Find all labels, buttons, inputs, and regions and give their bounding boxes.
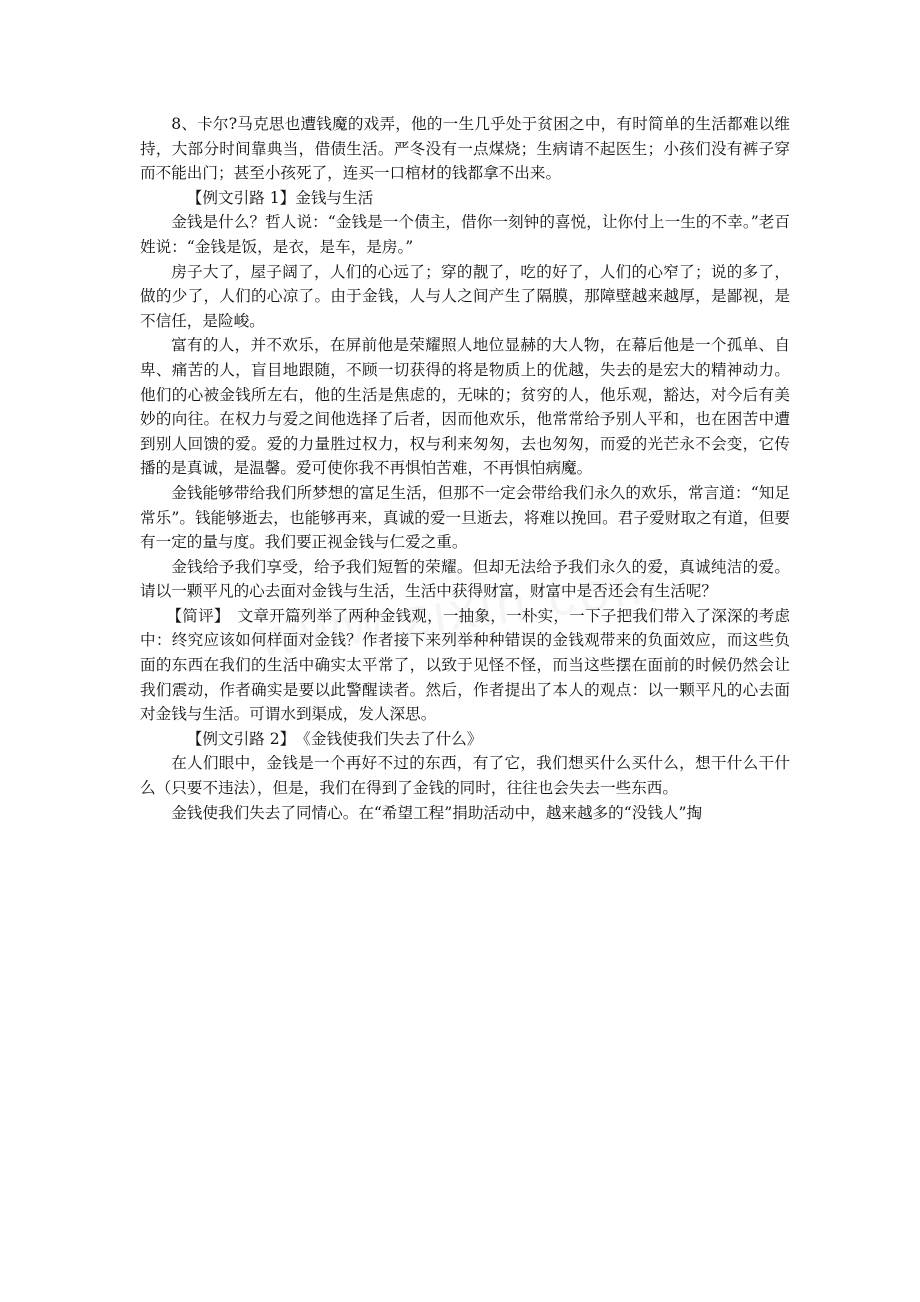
paragraph-happiness: 金钱能够带给我们所梦想的富足生活，但那不一定会带给我们永久的欢乐，常言道：“知足常乐”。钱能够逝去，也能够再来，真诚的爱一旦逝去，将难以挽回。君子爱财取之有道，但要有一定的量与度。我们要正视金钱与仁爱之重。: [140, 483, 790, 552]
paragraph-marx: 8、卡尔?马克思也遭钱魔的戏弄，他的一生几乎处于贫困之中，有时简单的生活都难以维持，大部分时间靠典当，借债生活。严冬没有一点煤烧；生病请不起医生；小孩们没有裤子穿而不能出门；甚至小孩死了，连买一口棺材的钱都拿不出来。: [140, 115, 790, 183]
example-heading-2: 【例文引路 2】 《金钱使我们失去了什么》: [186, 729, 483, 748]
paragraph-houses: 房子大了，屋子阔了，人们的心远了；穿的靓了，吃的好了，人们的心窄了；说的多了，做的少了，人们的心凉了。由于金钱，人与人之间产生了隔膜，那障壁越来越厚，是鄙视，是不信任，是险峻。: [140, 262, 790, 330]
document-body: [140, 112, 790, 825]
paragraph-in-peoples-eyes: 在人们眼中，金钱是一个再好不过的东西，有了它，我们想买什么买什么，想干什么干什么（只要不违法），但是，我们在得到了金钱的同时，往往也会失去一些东西。: [140, 754, 790, 798]
paragraph-what-is-money: 金钱是什么？哲人说：“金钱是一个债主，借你一刻钟的喜悦，让你付上一生的不幸。”老百姓说：“金钱是饭，是衣，是车，是房。”: [140, 213, 790, 256]
paragraph-enjoyment: 金钱给予我们享受，给予我们短暂的荣耀。但却无法给予我们永久的爱，真诚纯洁的爱。请以一颗平凡的心去面对金钱与生活，生活中获得财富，财富中是否还会有生活呢？: [140, 557, 790, 601]
example-heading-1: 【例文引路 1】金钱与生活: [186, 188, 374, 207]
paragraph-rich-people: 富有的人，并不欢乐，在屏前他是荣耀照人地位显赫的大人物，在幕后他是一个孤单、自卑、痛苦的人，盲目地跟随，不顾一切获得的将是物质上的优越，失去的是宏大的精神动力。他们的心被金钱所左右，他的生活是焦虑的，无味的；贫穷的人，他乐观，豁达，对今后有美妙的向往。在权力与爱之间他选择了后者，因而他欢乐，他常常给予别人平和，也在困苦中遭到别人回馈的爱。爱的力量胜过权力，权与利来匆匆，去也匆匆，而爱的光芒永不会变，它传播的是真诚，是温馨。爱可使你我不再惧怕苦难，不再惧怕病魔。: [140, 336, 790, 478]
review-paragraph: 【简评】 文章开篇列举了两种金钱观，一抽象，一朴实，一下子把我们带入了深深的考虑中：终究应该如何样面对金钱？作者接下来列举种种错误的金钱观带来的负面效应，而这些负面的东西在我们的生活中确实太平常了，以致于见怪不怪，而当这些摆在面前的时候仍然会让我们震动，作者确实是要以此警醒读者。然后，作者提出了本人的观点：以一颗平凡的心去面对金钱与生活。可谓水到渠成，发人深思。: [140, 606, 790, 724]
paragraph-sympathy: 金钱使我们失去了同情心。在“希望工程”捐助活动中，越来越多的“没钱人”掏: [171, 803, 703, 822]
